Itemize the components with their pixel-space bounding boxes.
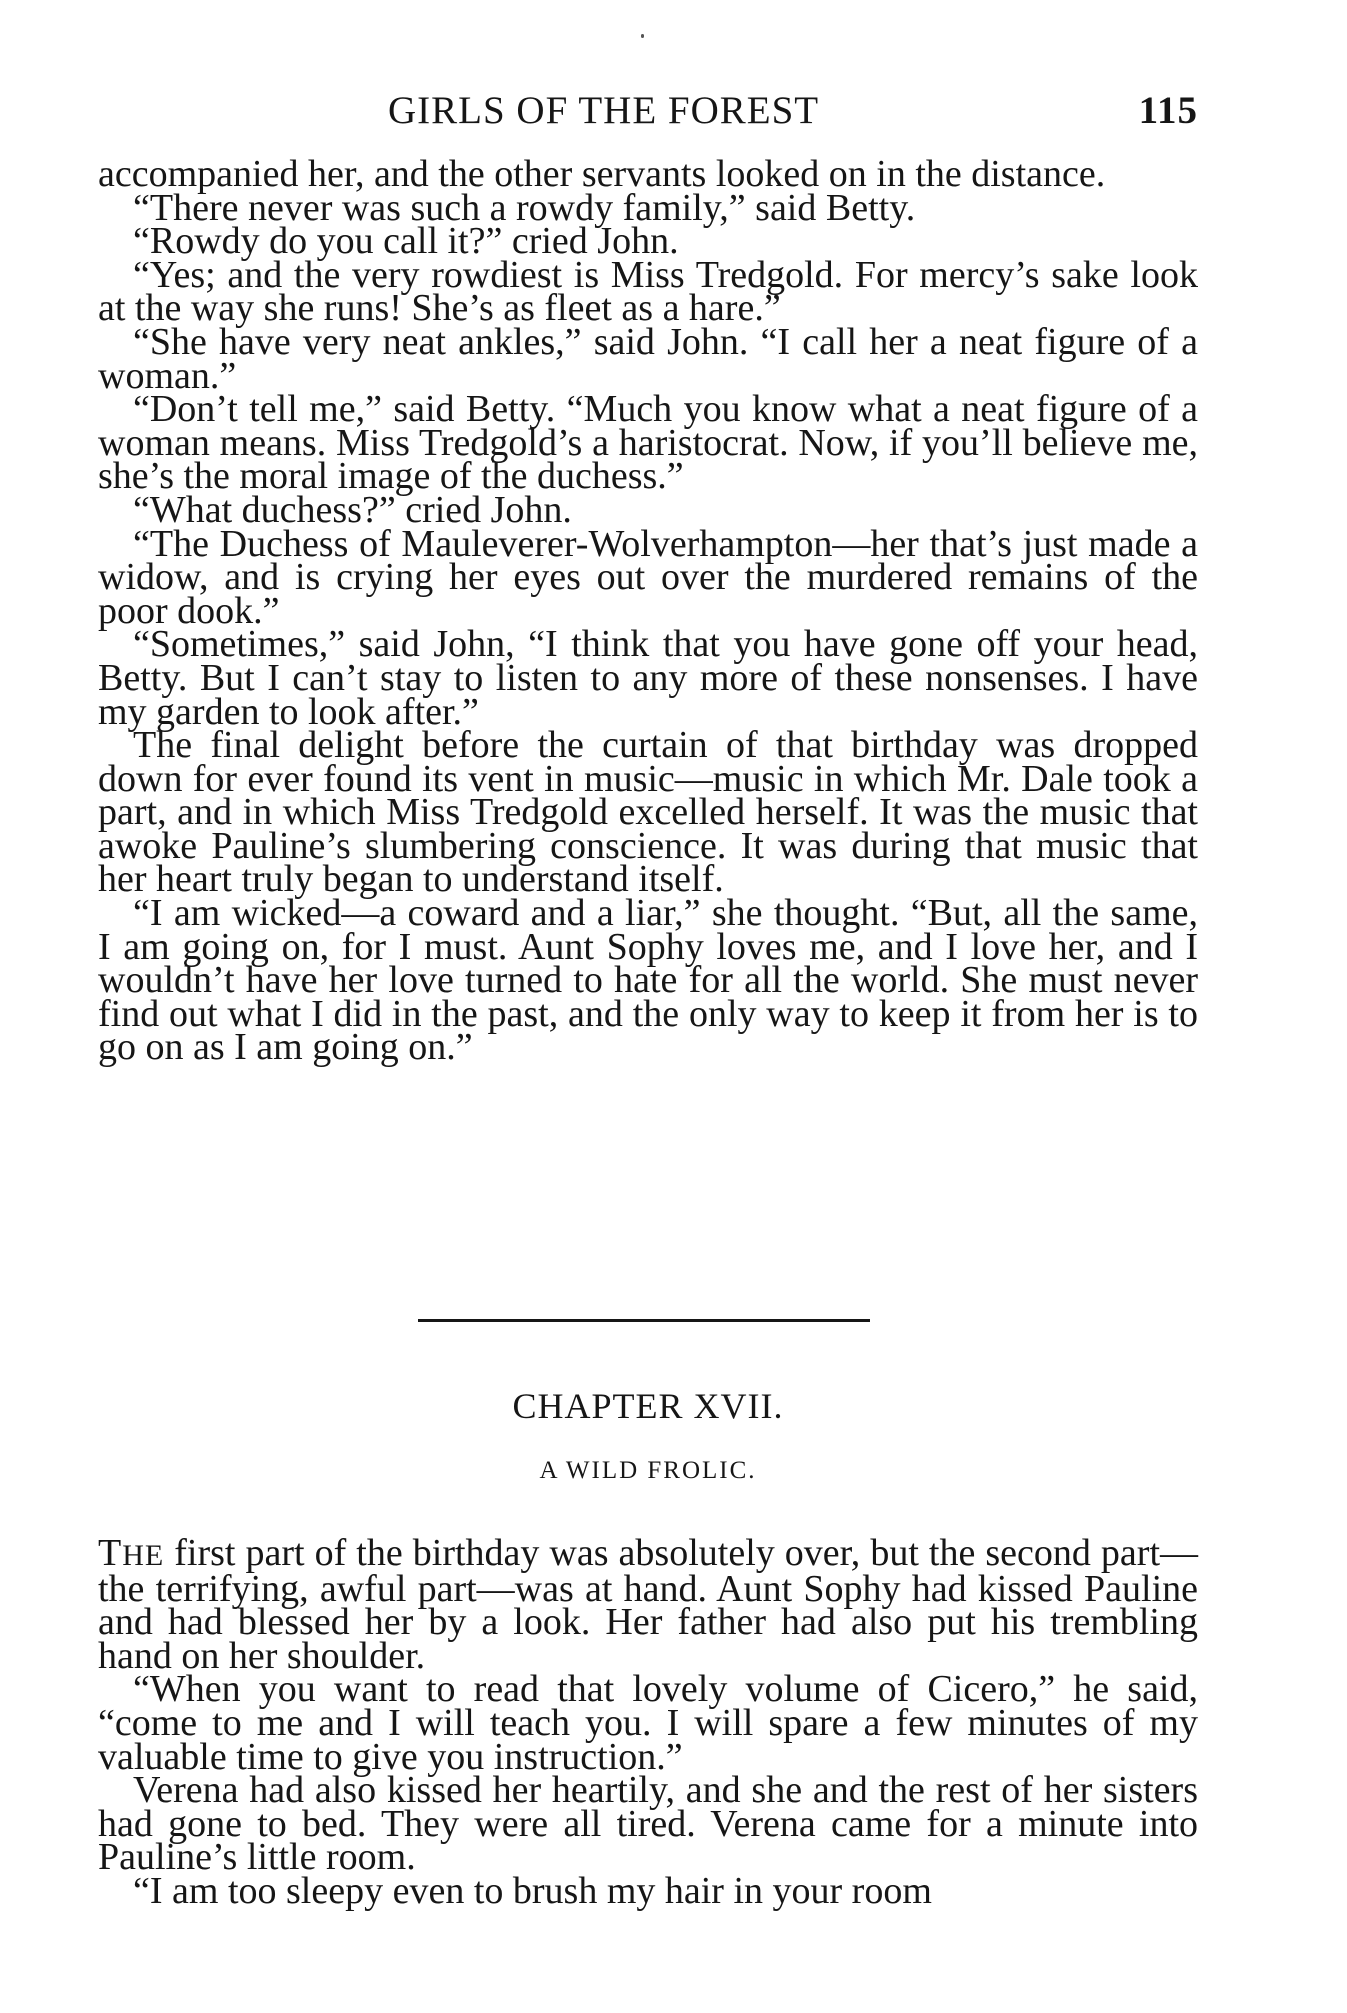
running-header [98, 86, 1198, 136]
chapter-body-text [98, 1532, 1198, 1912]
print-speck [641, 34, 644, 38]
chapter-subtitle: A WILD FROLIC. [539, 1457, 757, 1484]
paragraph: “She have very neat ankles,” said John. “I call her a neat figure of a woman.” [98, 320, 1198, 397]
opening-word: THE [98, 1532, 165, 1574]
paragraph: “Sometimes,” said John, “I think that you have gone off your head, Betty. But I can’t stay to listen to any more of these nonsenses. I have my garden to look after.” [98, 623, 1198, 733]
paragraph: “I am too sleepy even to brush my hair in your room [133, 1869, 932, 1912]
paragraph: “When you want to read that lovely volume of Cicero,” he said, “come to me and I will teach you. I will spare a few minutes of my valuable time to give you instruction.” [98, 1668, 1198, 1778]
paragraph: “Rowdy do you call it?” cried John. [133, 220, 679, 263]
paragraph: “What duchess?” cried John. [133, 488, 572, 531]
section-divider-rule [418, 1319, 870, 1322]
running-title: GIRLS OF THE FOREST [388, 89, 820, 132]
paragraph: “The Duchess of Mauleverer-Wolverhampton—her that’s just made a widow, and is crying her eyes out over the murdered remains of the poor dook.” [98, 522, 1198, 632]
paragraph: Verena had also kissed her heartily, and she and the rest of her sisters had gone to bed. They were all tired. Verena came for a minute into Pauline’s little room. [98, 1769, 1198, 1879]
paragraph-continuation: accompanied her, and the other servants looked on in the distance. [98, 153, 1106, 195]
paragraph: “There never was such a rowdy family,” said Betty. [133, 186, 916, 229]
paragraph: “Don’t tell me,” said Betty. “Much you know what a neat figure of a woman means. Miss Tredgold’s a haristocrat. Now, if you’ll believe me, she’s the moral image of the duchess.” [98, 388, 1198, 498]
chapter-heading: CHAPTER XVII. [512, 1386, 784, 1426]
opening-paragraph-text: first part of the birthday was absolutely over, but the second part—the terrifying, awful part—was at hand. Aunt Sophy had kissed Pauline and had blessed her by a look. Her father had also put his trembling hand on her shoulder. [98, 1532, 1198, 1677]
paragraph: “I am wicked—a coward and a liar,” she thought. “But, all the same, I am going on, for I must. Aunt Sophy loves me, and I love her, and I wouldn’t have her love turned to hate for all the world. She must never find out what I did in the past, and the only way to keep it from her is to go on as I am going on.” [98, 892, 1198, 1069]
chapter-opening-paragraph [98, 1532, 1198, 1677]
paragraph: “Yes; and the very rowdiest is Miss Tredgold. For mercy’s sake look at the way she runs! She’s as fleet as a hare.” [98, 253, 1198, 330]
body-text [98, 153, 1198, 1069]
paragraph: The final delight before the curtain of that birthday was dropped down for ever found its vent in music—music in which Mr. Dale took a part, and in which Miss Tredgold excelled herself. It was the music that awoke Pauline’s slumbering conscience. It was during that music that her heart truly began to understand itself. [98, 724, 1198, 901]
page-number: 115 [1138, 89, 1198, 132]
